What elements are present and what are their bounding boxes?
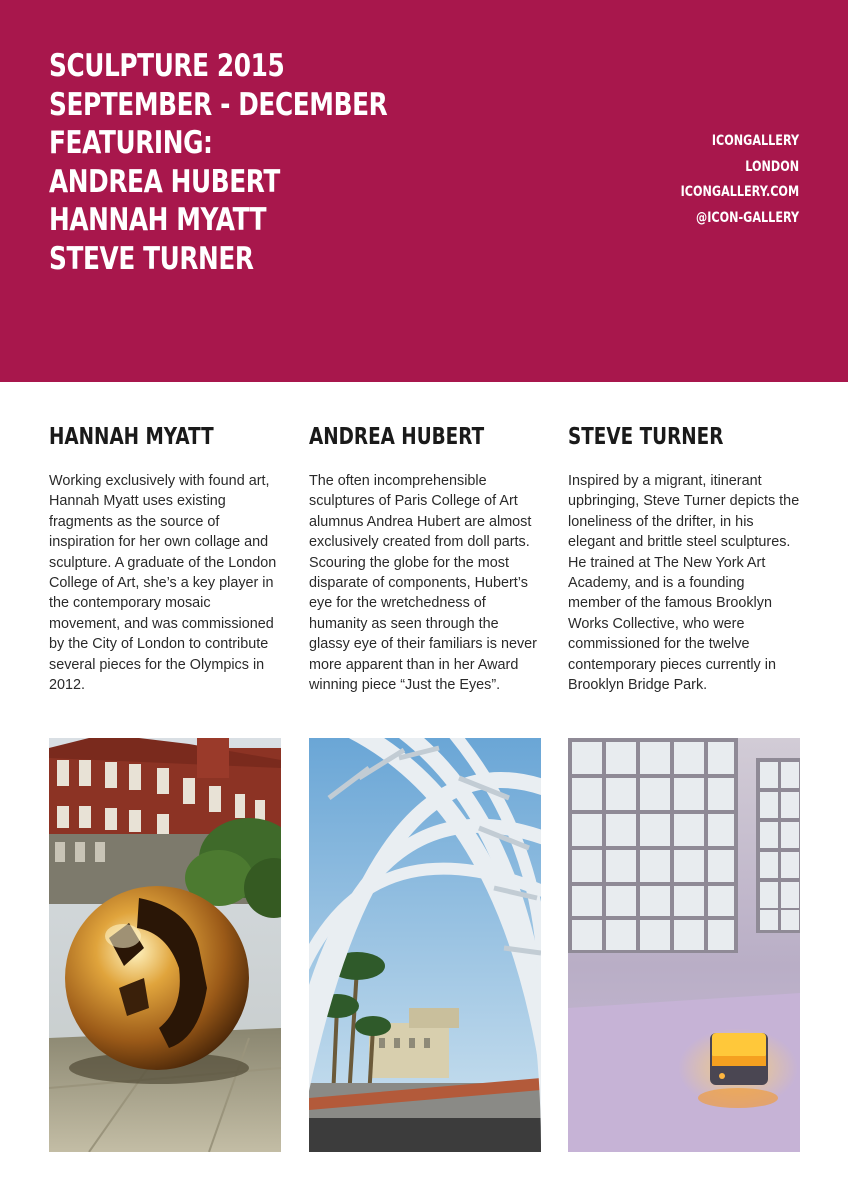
event-headline bbox=[49, 47, 472, 278]
contact-line: ICONGALLERY.COM bbox=[680, 184, 799, 200]
contact-line: @ICON-GALLERY bbox=[695, 209, 799, 226]
header-banner bbox=[0, 0, 848, 382]
artist-name: HANNAH MYATT bbox=[49, 424, 214, 450]
contact-line: ICONGALLERY bbox=[711, 133, 799, 149]
artist-bio: Working exclusively with found art, Hannah Myatt uses existing fragments as the source of inspiration for her own collage and sculpture. A graduate of the London College of Art, she’s a key player in the contemporary mosaic movement, and was commissioned by the City of London to contribute several pieces for the Olympics in 2012. bbox=[49, 473, 277, 694]
gallery-contact bbox=[651, 129, 799, 231]
glowing-cube-sculpture-photo bbox=[568, 738, 800, 1152]
headline-line: FEATURING: bbox=[49, 125, 213, 161]
artist-column-hannah-myatt bbox=[49, 421, 281, 695]
steel-arch-sculpture-photo bbox=[309, 738, 541, 1152]
headline-line: SCULPTURE 2015 bbox=[49, 48, 285, 84]
headline-line: HANNAH MYATT bbox=[49, 202, 267, 238]
artist-bio: The often incomprehensible sculptures of Paris College of Art alumnus Andrea Hubert are almost exclusively created from doll parts. Scouring the globe for the most disparate of components, Hubert’s eye for the wretchedness of humanity as seen through the glassy eye of their familiars is never more apparent than in her Award winning piece “Just the Eyes”. bbox=[309, 473, 537, 694]
headline-line: STEVE TURNER bbox=[49, 240, 254, 277]
artist-name: STEVE TURNER bbox=[568, 424, 724, 450]
headline-line: ANDREA HUBERT bbox=[49, 163, 280, 200]
contact-line: LONDON bbox=[745, 158, 799, 175]
artist-column-andrea-hubert bbox=[309, 421, 541, 695]
sphere-sculpture-photo bbox=[49, 738, 281, 1152]
artist-name: ANDREA HUBERT bbox=[309, 424, 485, 450]
headline-line: SEPTEMBER - DECEMBER bbox=[49, 86, 388, 123]
artist-bio: Inspired by a migrant, itinerant upbringing, Steve Turner depicts the loneliness of the drifter, in his elegant and brittle steel sculptures. He trained at The New York Art Academy, and is a founding member of the famous Brooklyn Works Collective, who were commissioned for the twelve contemporary pieces currently in Brooklyn Bridge Park. bbox=[568, 473, 800, 694]
artist-column-steve-turner bbox=[568, 421, 800, 695]
